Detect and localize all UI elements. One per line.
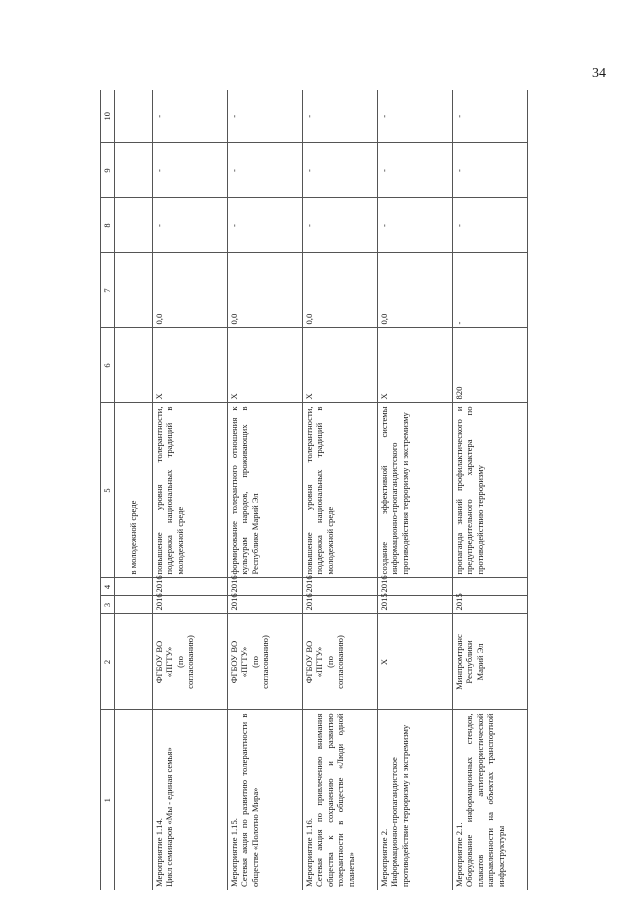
col9-cell: - [153,143,228,198]
column-number-row [101,90,115,890]
rotated-table-region [100,90,640,890]
end-year-cell: 2016 [378,578,453,596]
col8-cell: - [153,198,228,253]
goal-cell: пропаганда знаний профилактического и предупредительного характера по противодействию терроризму [453,403,528,578]
event-cell [228,710,303,890]
executor-cell [228,614,303,710]
col8-cell [115,198,153,253]
column-header: 8 [101,198,115,253]
executor-text: ФГБОУ ВО «ПГТУ» (по согласованию) [304,635,346,689]
executor-cell [303,614,378,710]
col7-cell: 0,0 [153,253,228,328]
event-text: Мероприятие 1.16. Сетевая акция по привлечению внимания общества к сохранению и развитию толерантности в обществе «Люди одной планеты» [304,713,356,887]
goal-cell: повышение уровня толерантности, поддержка национальных традиций в молодежной среде [303,403,378,578]
end-year-cell: 2016 [228,578,303,596]
table-row [378,90,453,890]
continued-row [115,90,153,890]
column-header: 6 [101,328,115,403]
executor-text: ФГБОУ ВО «ПГТУ» (по согласованию) [229,635,271,689]
col10-cell: - [153,90,228,143]
goal-cell: создание эффективной системы информационно-пропагандистского противодействия терроризму и экстремизму [378,403,453,578]
col10-cell: - [228,90,303,143]
col9-cell [115,143,153,198]
table-row [153,90,228,890]
col9-cell: - [228,143,303,198]
executor-cell [153,614,228,710]
column-header: 4 [101,578,115,596]
column-header: 9 [101,143,115,198]
table-row [303,90,378,890]
col7-cell [115,253,153,328]
col8-cell: - [453,198,528,253]
goal-cell [115,403,153,578]
col8-cell: - [378,198,453,253]
event-text: Мероприятие 2.1. Оборудование информационных стендов, плакатов антитеррористической направленности на объектах транспортной инфраструктуры [454,713,506,887]
event-cell [303,710,378,890]
col9-cell: - [378,143,453,198]
column-header: 1 [101,710,115,890]
col6-cell: X [378,328,453,403]
executor-text: X [379,658,389,666]
col9-cell: - [303,143,378,198]
executor-text: Минпромтранс Республики Марий Эл [454,634,485,690]
event-cell [453,710,528,890]
col9-cell: - [453,143,528,198]
event-cell [378,710,453,890]
page-number: 34 [592,66,606,81]
event-cell [115,710,153,890]
col6-cell: X [303,328,378,403]
col10-cell [115,90,153,143]
event-text: Мероприятие 1.14. Цикл семинаров «Мы - единая семья» [154,747,175,887]
goal-cell: формирование толерантного отношения к культурам народов, проживающих в Республике Марий Эл [228,403,303,578]
table-row [228,90,303,890]
col8-cell: - [228,198,303,253]
start-year-cell: 2016 [153,596,228,614]
col10-cell: - [378,90,453,143]
col6-cell: 820 [453,328,528,403]
executor-cell [378,614,453,710]
column-header: 2 [101,614,115,710]
col7-cell: 0,0 [228,253,303,328]
executor-text: ФГБОУ ВО «ПГТУ» (по согласованию) [154,635,196,689]
column-header: 3 [101,596,115,614]
column-header: 5 [101,403,115,578]
end-year-cell [115,578,153,596]
col6-cell [115,328,153,403]
executor-cell [115,614,153,710]
start-year-cell: 2015 [453,596,528,614]
start-year-cell: 2016 [228,596,303,614]
col7-cell: - [453,253,528,328]
executor-cell [453,614,528,710]
event-cell [153,710,228,890]
event-text: Мероприятие 1.15. Сетевая акция по развитию толерантности в обществе «Полотно Мира» [229,713,260,887]
start-year-cell: 2016 [303,596,378,614]
program-events-table [100,90,528,890]
start-year-cell [115,596,153,614]
goal-text: в молодежной среде [128,500,139,575]
col7-cell: 0,0 [378,253,453,328]
col7-cell: 0,0 [303,253,378,328]
col6-cell: X [228,328,303,403]
column-header: 7 [101,253,115,328]
col10-cell: - [303,90,378,143]
col10-cell: - [453,90,528,143]
column-header: 10 [101,90,115,143]
col6-cell: X [153,328,228,403]
table-row [453,90,528,890]
end-year-cell: 2016 [303,578,378,596]
event-text: Мероприятие 2. Информационно-пропагандистское противодействие терроризму и экстремизму [379,724,410,887]
end-year-cell: 2016 [153,578,228,596]
goal-cell: повышение уровня толерантности, поддержка национальных традиций в молодежной среде [153,403,228,578]
col8-cell: - [303,198,378,253]
start-year-cell: 2015 [378,596,453,614]
